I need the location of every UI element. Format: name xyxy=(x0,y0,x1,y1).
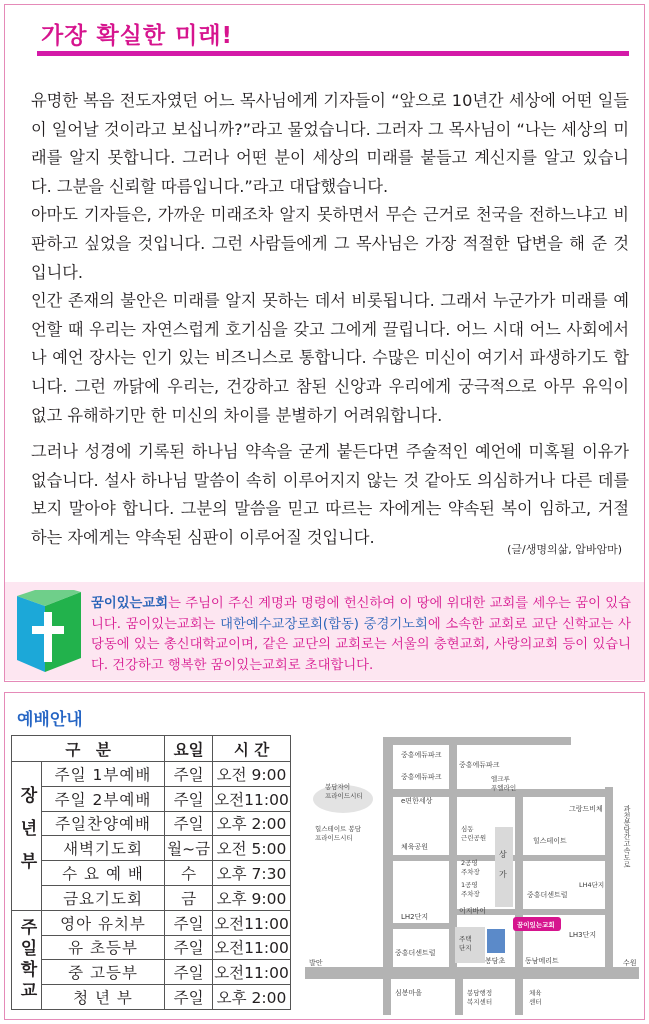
map-label: 힐스테이트 봉담 xyxy=(315,825,362,833)
table-row xyxy=(12,861,291,886)
map-label: 상 xyxy=(499,850,507,859)
worship-title: 예배안내 xyxy=(17,710,83,730)
table-row xyxy=(12,985,291,1010)
church-name: 꿈이있는교회 xyxy=(125,616,203,632)
map-label: 푸엘라인 xyxy=(491,784,517,792)
map-label: 그랑드비체 xyxy=(569,805,603,813)
service-time: 오전11:00 xyxy=(213,786,291,811)
table-row xyxy=(12,786,291,811)
service-time: 오전11:00 xyxy=(213,960,291,985)
map-label: 엘크루 xyxy=(491,775,510,783)
article-body xyxy=(31,87,629,553)
map-road xyxy=(393,923,451,929)
table-row xyxy=(12,910,291,935)
service-time: 오전11:00 xyxy=(213,910,291,935)
table-row xyxy=(12,811,291,836)
service-day: 주일 xyxy=(165,811,213,836)
map-label: 심동 xyxy=(461,825,474,833)
service-day: 주일 xyxy=(165,910,213,935)
map-label: 봉담자이 xyxy=(325,783,351,791)
service-time: 오후 2:00 xyxy=(213,985,291,1010)
map-road xyxy=(383,737,571,745)
service-time: 오후 9:00 xyxy=(213,885,291,910)
service-day: 주일 xyxy=(165,985,213,1010)
article-paragraph: 아마도 기자들은, 가까운 미래조차 알지 못하면서 무슨 근거로 천국을 전하느냐고 비판하고 싶었을 것입니다. 그런 사람들에게 그 목사님은 가장 적절한 답변을 해 준 것입니다. xyxy=(31,205,629,282)
service-name: 중 고등부 xyxy=(41,960,164,985)
service-day: 주일 xyxy=(165,960,213,985)
church-building xyxy=(487,929,505,953)
map-road xyxy=(515,979,523,1015)
service-name: 유 초등부 xyxy=(41,935,164,960)
map-road xyxy=(455,979,463,1015)
map-label: 주차장 xyxy=(461,868,480,876)
table-row xyxy=(12,885,291,910)
service-time: 오후 7:30 xyxy=(213,861,291,886)
service-day: 금 xyxy=(165,885,213,910)
map-label: 센터 xyxy=(529,998,542,1006)
map-label: 수원 xyxy=(623,959,637,967)
group-label: 장년부 xyxy=(12,762,42,911)
cross-logo-icon xyxy=(17,590,81,672)
map-label: 봉담행정 xyxy=(467,989,493,997)
service-day: 수 xyxy=(165,861,213,886)
map-label: 가 xyxy=(499,870,507,879)
map-road xyxy=(515,789,523,969)
article-title: 가장 확실한 미래! xyxy=(41,23,234,49)
map-road xyxy=(383,979,391,1015)
map-label: 단지 xyxy=(459,944,472,952)
article-paragraph: 유명한 복음 전도자였던 어느 목사님에게 기자들이 “앞으로 10년간 세상에 어떤 일들이 일어날 것이라고 보십니까?”라고 물었습니다. 그러자 그 목사님이 “나는 세상의 미래를 알지 못합니다. 그러나 어떤 분이 세상의 미래를 붙들고 계신지를 알고 있습니다. 그분을 신뢰할 따름입니다.”라고 대답했습니다. xyxy=(31,91,629,196)
service-name: 영아 유치부 xyxy=(41,910,164,935)
map-label: 1공영 xyxy=(461,881,478,889)
shopping-block xyxy=(495,827,513,907)
service-time: 오전11:00 xyxy=(213,935,291,960)
map-label: 꿈이있는교회 xyxy=(517,921,555,929)
service-name: 새벽기도회 xyxy=(41,836,164,861)
map-label: 힐스테이트 xyxy=(533,837,567,845)
service-name: 금요기도회 xyxy=(41,885,164,910)
church-banner xyxy=(5,582,644,680)
map-label: 동남메리트 xyxy=(525,957,559,965)
header-category: 구 분 xyxy=(12,736,165,762)
map-label: 봉담초 xyxy=(485,957,506,965)
banner-text: 꿈이있는교회는 주님이 주신 계명과 명령에 헌신하여 이 땅에 위대한 교회를 세우는 꿈이 있습니다. 꿈이있는교회는 대한예수교장로회(합동) 중경기노회에 소속한 교회로 교단 신학교는 사당동에 있는 총신대학교이며, 같은 교단의 교회로는 서울의 충현교회, 사랑의교회 등이 있습니다. 건강하고 행복한 꿈이있는교회로 초대합니다. xyxy=(91,596,631,673)
table-row xyxy=(12,762,291,787)
service-name: 주일 1부예배 xyxy=(41,762,164,787)
article-source: (글/생명의삶, 압바암마) xyxy=(507,543,622,556)
map-label: 주차장 xyxy=(461,890,480,898)
map-label: 체육공원 xyxy=(401,843,429,851)
service-name: 청 년 부 xyxy=(41,985,164,1010)
table-row xyxy=(12,960,291,985)
map-road xyxy=(383,737,393,969)
schedule-panel xyxy=(4,692,645,1020)
service-name: 주일 2부예배 xyxy=(41,786,164,811)
service-day: 주일 xyxy=(165,786,213,811)
table-row xyxy=(12,836,291,861)
map-label: 발안 xyxy=(309,959,323,967)
service-day: 주일 xyxy=(165,935,213,960)
service-day: 월~금 xyxy=(165,836,213,861)
map-road xyxy=(605,787,613,969)
map-label: 체육 xyxy=(529,989,542,997)
map-road xyxy=(305,967,639,979)
map-label: 중흥에듀파크 xyxy=(401,751,442,759)
map-label: 이지바이 xyxy=(459,907,487,915)
header-time: 시 간 xyxy=(213,736,291,762)
service-day: 주일 xyxy=(165,762,213,787)
map-label: 중흥더센트럴 xyxy=(527,891,568,899)
service-time: 오후 2:00 xyxy=(213,811,291,836)
service-time: 오전 5:00 xyxy=(213,836,291,861)
worship-table xyxy=(11,735,291,1010)
map-label: 중흥에듀파크 xyxy=(459,761,500,769)
article-paragraph: 그러나 성경에 기록된 하나님 약속을 굳게 붙든다면 주술적인 예언에 미혹될 이유가 없습니다. 설사 하나님 말씀이 속히 이루어지지 않는 것 같아도 의심하거나 다른 데를 보지 말아야 합니다. 그분의 말씀을 믿고 따르는 자에게는 약속된 복이 임하고, 거절하는 자에게는 약속된 심판이 이루어질 것입니다. xyxy=(31,442,629,547)
service-time: 오전 9:00 xyxy=(213,762,291,787)
service-name: 주일찬양예배 xyxy=(41,811,164,836)
header-day: 요일 xyxy=(165,736,213,762)
article-paragraph: 인간 존재의 불안은 미래를 알지 못하는 데서 비롯됩니다. 그래서 누군가가 미래를 예언할 때 우리는 자연스럽게 호기심을 갖고 그에게 끌립니다. 어느 시대 어느 사회에서나 예언 장사는 인기 있는 비즈니스로 통합니다. 수많은 미신이 여기서 파생하기도 합니다. 그런 까닭에 우리는, 건강하고 참된 신앙과 우리에게 궁극적으로 아무 유익이 없고 유해하기만 한 미신의 차이를 분별하기 어려워합니다. xyxy=(31,291,629,425)
map-label: 과천봉담간고속도로 xyxy=(623,805,631,868)
map-label: LH4단지 xyxy=(579,881,605,889)
church-name: 꿈이있는교회 xyxy=(91,596,169,611)
map-label: 중흥더센트럴 xyxy=(395,949,436,957)
map-label: LH3단지 xyxy=(569,931,597,939)
title-underline xyxy=(37,51,629,56)
group-label: 주일학교 xyxy=(12,910,42,1009)
map-label: e편한세상 xyxy=(401,797,433,805)
map-label: 근린공원 xyxy=(461,834,487,842)
map-label: LH2단지 xyxy=(401,913,429,921)
map-label: 주택 xyxy=(459,935,472,943)
map-label: 프라이드시티 xyxy=(325,792,363,800)
service-name: 수 요 예 배 xyxy=(41,861,164,886)
map-label: 프라이드시티 xyxy=(315,834,353,842)
map-label: 심봉마을 xyxy=(395,989,423,997)
table-row xyxy=(12,935,291,960)
article-panel xyxy=(4,4,645,682)
location-map xyxy=(305,727,639,1017)
map-label: 2공영 xyxy=(461,859,478,867)
map-label: 복지센터 xyxy=(467,998,493,1006)
denomination: 대한예수교장로회(합동) 중경기노회 xyxy=(220,616,428,632)
table-header-row xyxy=(12,736,291,762)
map-label: 중흥에듀파크 xyxy=(401,773,442,781)
map-roads xyxy=(305,737,639,1015)
